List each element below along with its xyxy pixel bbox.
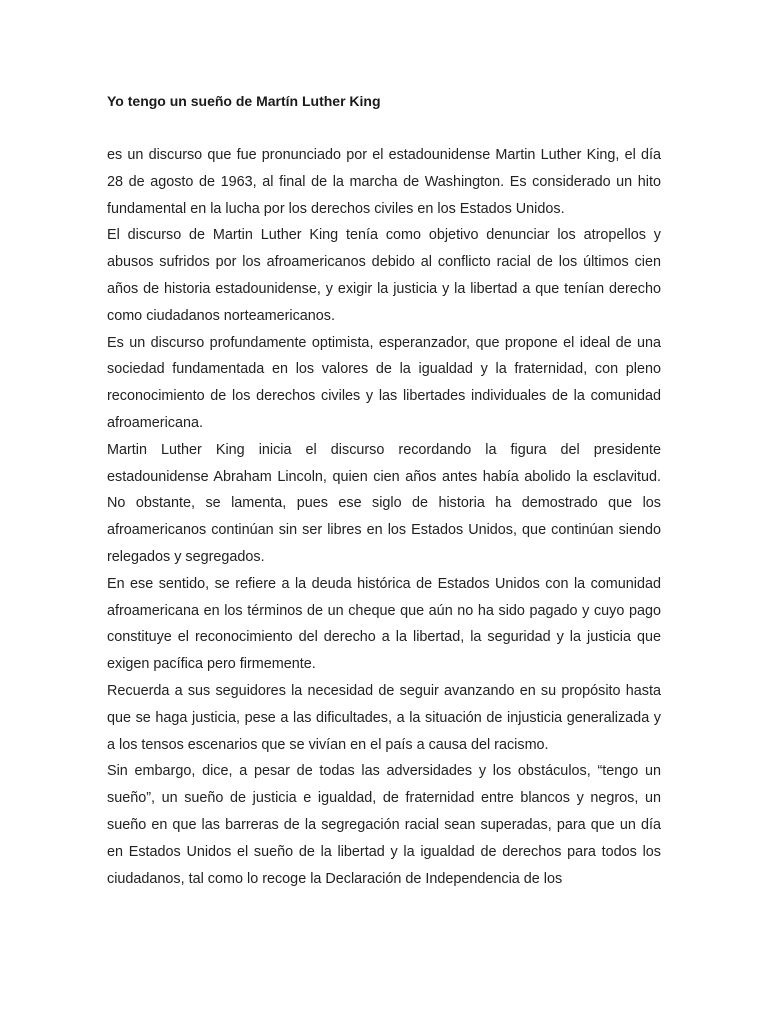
- paragraph: Sin embargo, dice, a pesar de todas las adversidades y los obstáculos, “tengo un sueño”, un sueño de justicia e igualdad, de fraternidad entre blancos y negros, un sueño en que las barreras de la segregación racial sean superadas, para que un día en Estados Unidos el sueño de la libertad y la igualdad de derechos para todos los ciudadanos, tal como lo recoge la Declaración de Independencia de los: [107, 763, 661, 887]
- paragraph: Es un discurso profundamente optimista, esperanzador, que propone el ideal de una sociedad fundamentada en los valores de la igualdad y la fraternidad, con pleno reconocimiento de los derechos civiles y las libertades individuales de la comunidad afroamericana.: [107, 334, 661, 431]
- paragraph: Martin Luther King inicia el discurso recordando la figura del presidente estadounidense Abraham Lincoln, quien cien años antes había abolido la esclavitud. No obstante, se lamenta, pues ese siglo de historia ha demostrado que los afroamericanos continúan sin ser libres en los Estados Unidos, que continúan siendo relegados y segregados.: [107, 441, 661, 565]
- paragraph: es un discurso que fue pronunciado por el estadounidense Martin Luther King, el día 28 de agosto de 1963, al final de la marcha de Washington. Es considerado un hito fundamental en la lucha por los derechos civiles en los Estados Unidos.: [107, 147, 661, 217]
- document-page: [107, 88, 661, 892]
- paragraph: En ese sentido, se refiere a la deuda histórica de Estados Unidos con la comunidad afroamericana en los términos de un cheque que aún no ha sido pagado y cuyo pago constituye el reconocimiento del derecho a la libertad, la seguridad y la justicia que exigen pacífica pero firmemente.: [107, 575, 661, 673]
- paragraph: Recuerda a sus seguidores la necesidad de seguir avanzando en su propósito hasta que se haga justicia, pese a las dificultades, a la situación de injusticia generalizada y a los tensos escenarios que se vivían en el país a causa del racismo.: [107, 682, 661, 753]
- paragraph: El discurso de Martin Luther King tenía como objetivo denunciar los atropellos y abusos sufridos por los afroamericanos debido al conflicto racial de los últimos cien años de historia estadounidense, y exigir la justicia y la libertad a que tenían derecho como ciudadanos norteamericanos.: [107, 227, 661, 324]
- document-title: Yo tengo un sueño de Martín Luther King: [107, 93, 381, 109]
- document-body: [107, 142, 661, 892]
